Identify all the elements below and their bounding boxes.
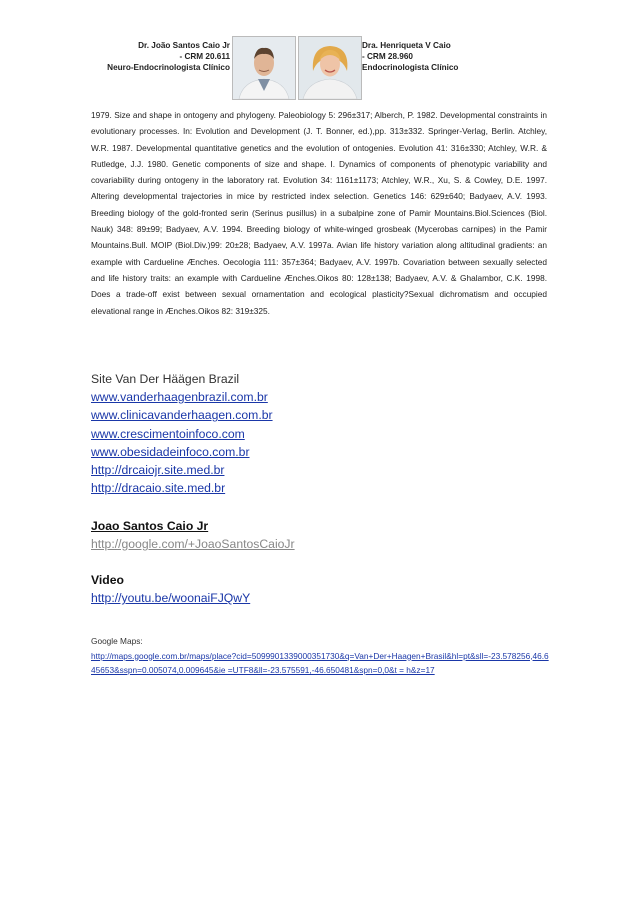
google-plus-link[interactable]: http://google.com/+JoaoSantosCaioJr: [91, 537, 295, 551]
doctor-right-specialty: Endocrinologista Clínico: [362, 63, 459, 72]
site-link-obesidadeinfoco[interactable]: www.obesidadeinfoco.com.br: [91, 444, 250, 459]
site-link-crescimentoinfoco[interactable]: www.crescimentoinfoco.com: [91, 426, 245, 441]
references-text: 1979. Size and shape in ontogeny and phylogeny. Paleobiology 5: 296±317; Alberch, P. 1982. Developmental constraints in evolutionary processes. In: Evolution and Development (J. T. Bonner, ed.),pp. 313±332. Springer-Verlag, Berlin. Atchley, W.R. 1987. Developmental quantitative genetics and the evolution of ontogenies. Evolution 41: 316±330; Atchley, W.R. & Rutledge, J.J. 1980. Genetic components of size and shape. I. Dynamics of components of phenotypic variability and covariability during ontogeny in the laboratory rat. Evolution 34: 1161±1173; Atchley, W.R., Xu, S. & Cowley, D.E. 1997. Altering developmental trajectories in mice by restricted index selection. Genetics 146: 629±640; Badyaev, A.V. 1993. Breeding biology of the gold-fronted serin (Serinus pusillus) in a subalpine zone of Pamir Mountains.Biol.Sciences (Biol. Nauk) 348: 89±99; Badyaev, A.V. 1994. Breeding biology of white-winged grosbeak (Mycerobas carnipes) in the Pamir Mountains.Bull. MOIP (Biol.Div.)99: 20±28; Badyaev, A.V. 1997a. Avian life history variation along altitudinal gradients: an example with Cardueline Ænches. Oecologia 111: 357±364; Badyaev, A.V. 1997b. Covariation between sexually selected and life history traits: an example with Cardueline Ænches.Oikos 80: 128±138; Badyaev, A.V. & Ghalambor, C.K. 1998. Does a trade-off exist between sexual ornamentation and ecological plasticity?Sexual dichromatism and occupied elevational range in Ænches.Oikos 82: 319±325.: [91, 110, 547, 316]
doctor-right-crm: - CRM 28.960: [362, 52, 413, 61]
doctor-right-photo: [298, 36, 362, 100]
doctor-left-specialty: Neuro-Endocrinologista Clínico: [107, 63, 230, 72]
letterhead: [90, 36, 550, 98]
maps-link[interactable]: http://maps.google.com.br/maps/place?cid=5099901339000351730&q=Van+Der+Haagen+Brasil&hl=pt&sll=-23.578256,46.645653&sspn=0.005074,0.009645&ie =UTF8&ll=-23.575591,-46.650481&spn=0,0&t = h&z=17: [91, 650, 549, 675]
doctor-left-name: Dr. João Santos Caio Jr: [138, 41, 230, 50]
google-maps-block: [91, 634, 551, 678]
doctor-right-name: Dra. Henriqueta V Caio: [362, 41, 451, 50]
site-link-drcaiojr[interactable]: http://drcaiojr.site.med.br: [91, 463, 225, 478]
video-heading: Video: [91, 573, 124, 587]
site-link-clinicavanderhaagen[interactable]: www.clinicavanderhaagen.com.br: [91, 408, 273, 423]
site-link-vanderhaagenbrazil[interactable]: www.vanderhaagenbrazil.com.br: [91, 390, 268, 405]
references-paragraph: [91, 107, 547, 319]
maps-label: Google Maps:: [91, 636, 143, 646]
doctor-left-crm: - CRM 20.611: [179, 52, 230, 61]
author-name: Joao Santos Caio Jr: [91, 519, 209, 533]
sites-title: Site Van Der Häägen Brazil: [91, 372, 240, 386]
site-link-dracaio[interactable]: http://dracaio.site.med.br: [91, 481, 226, 496]
sites-list: [91, 370, 551, 497]
video-link[interactable]: http://youtu.be/woonaiFJQwY: [91, 591, 251, 605]
doctor-left-photo: [232, 36, 296, 100]
